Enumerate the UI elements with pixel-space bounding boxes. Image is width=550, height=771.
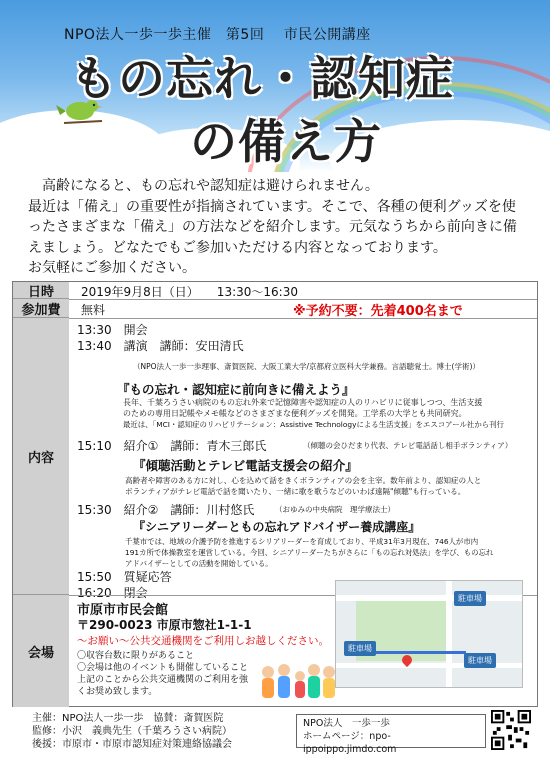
content-label: 内容 [13,318,69,595]
intro-2-desc-1: 千葉市では、地域の介護予防を推進するシリアリーダーを育成しており、平成31年3月現在、746人が市内 [125,537,479,546]
venue-label: 会場 [13,595,69,707]
footer-sponsor: 主催：NPO法人一歩一歩 協賛：斎賀医院 [32,713,224,724]
map-parking-label: 駐車場 [344,641,376,656]
family-illustration [258,660,338,702]
lecture-desc-2: のための専用日記帳やメモ帳などのさまざまな便利グッズを開発。工学系の大学とも共同研究。 [123,409,467,418]
intro-1-note: （傾聴の会ひだまり代表、テレビ電話話し相手ボランティア） [303,441,513,450]
intro-1-desc-1: 高齢者や障害のある方に対し、心を込めて話をきくボランティアの会を主宰。数年前より、認知症の人と [125,476,482,485]
org-name: NPO法人 一歩一歩 [303,718,390,729]
venue-note-2: 〇会場は他のイベントも開催していること [77,663,249,673]
date-value: 2019年9月8日（日） 13:30～16:30 [81,285,298,299]
organizer-line: NPO法人一歩一歩主催 第5回 市民公開講座 [64,27,371,43]
intro-2-desc-3: アドバイザーとしての活動を開始している。 [125,559,273,568]
page-title-line1: もの忘れ・認知症 [70,52,454,107]
program-close: 16:20 閉会 [77,586,148,600]
footer-credits [32,712,232,751]
program-lecture: 13:40 講演 講師：安田清氏 [77,339,244,353]
qr-code-icon[interactable] [491,710,531,750]
intro-2-note: （おゆみの中央病院 理学療法士） [275,505,395,514]
intro-paragraph-1: 高齢になると、もの忘れや認知症は避けられません。 [42,178,379,194]
venue-name: 市原市市民会館 [77,603,169,618]
venue-map[interactable] [335,580,523,688]
venue-note-1: 〇収容台数に限りがあること [77,651,195,661]
intro-1-desc-2: ボランティアがテレビ電話で話を聞いたり、一緒に歌を歌うなどのいわば遠隔"傾聴"も行っている。 [125,487,466,496]
divider [13,318,537,319]
footer-support: 後援：市原市・市原市認知症対策連絡協議会 [32,739,232,750]
intro-2-desc-2: 191カ所で体操教室を運営している。今回、シニアリーダーたちがさらに「もの忘れ対処法」を学び、もの忘れ [125,548,494,557]
venue-note-4: くお奨め致します。 [77,687,158,697]
fee-note: ※予約不要：先着400名まで [293,304,463,319]
intro-1-title: 『傾聴活動とテレビ電話支援会の紹介』 [133,458,358,473]
fee-label: 参加費 [13,299,69,318]
venue-note-3: 上記のことから公共交通機関のご利用を強 [77,675,249,685]
lecture-title: 『もの忘れ・認知症に前向きに備えよう』 [117,382,355,397]
footer-supervisor: 監修：小沢 義典先生（千葉ろうさい病院） [32,726,232,737]
intro-paragraph-2: 最近は「備え」の重要性が指摘されています。そこで、各種の便利グッズを使ったさまざまな「備え」の方法などを紹介します。元気なうちから前向きに備えましょう。どなたでもご参加いただける内容となっております。 [28,198,517,256]
intro-text [28,176,528,279]
venue-request: ～お願い～公共交通機関をご利用しお越しください。 [77,635,329,647]
program-intro-2: 15:30 紹介② 講師：川村悠氏 [77,503,255,517]
date-label: 日時 [13,282,69,299]
program-open: 13:30 開会 [77,323,148,337]
intro-paragraph-3: お気軽にご参加ください。 [28,260,196,276]
map-road [446,581,452,688]
header-banner [0,0,550,172]
venue-address: 〒290-0023 市原市惣社1-1-1 [77,618,252,632]
page-title-line2: の備え方 [190,115,382,170]
map-parking-label: 駐車場 [454,591,486,606]
map-road [336,595,523,601]
contact-box [296,714,486,755]
homepage-link[interactable]: ホームページ：npo-ippoippo.jimdo.com [303,731,397,755]
map-parking-label: 駐車場 [464,653,496,668]
lecture-desc-1: 長年、千葉ろうさい病院のもの忘れ外来で記憶障害や認知症の人のリハビリに従事しつつ、生活支援 [123,398,483,407]
lecture-desc-3: 最近は、「MCI・認知症のリハビリテーション：Assistive Technologyによる生活支援」をエスコアール社から刊行 [123,420,504,429]
program-intro-1: 15:10 紹介① 講師：青木三郎氏 [77,439,267,453]
program-qa: 15:50 質疑応答 [77,570,172,584]
intro-2-title: 『シニアリーダーともの忘れアドバイザー養成講座』 [133,520,421,534]
lecturer-note: （NPO法人一歩一歩理事、斎賀医院、大阪工業大学/京都府立医科大学兼務。言語聴覚士。博士(学術)） [133,362,480,371]
fee-value: 無料 [81,303,106,317]
